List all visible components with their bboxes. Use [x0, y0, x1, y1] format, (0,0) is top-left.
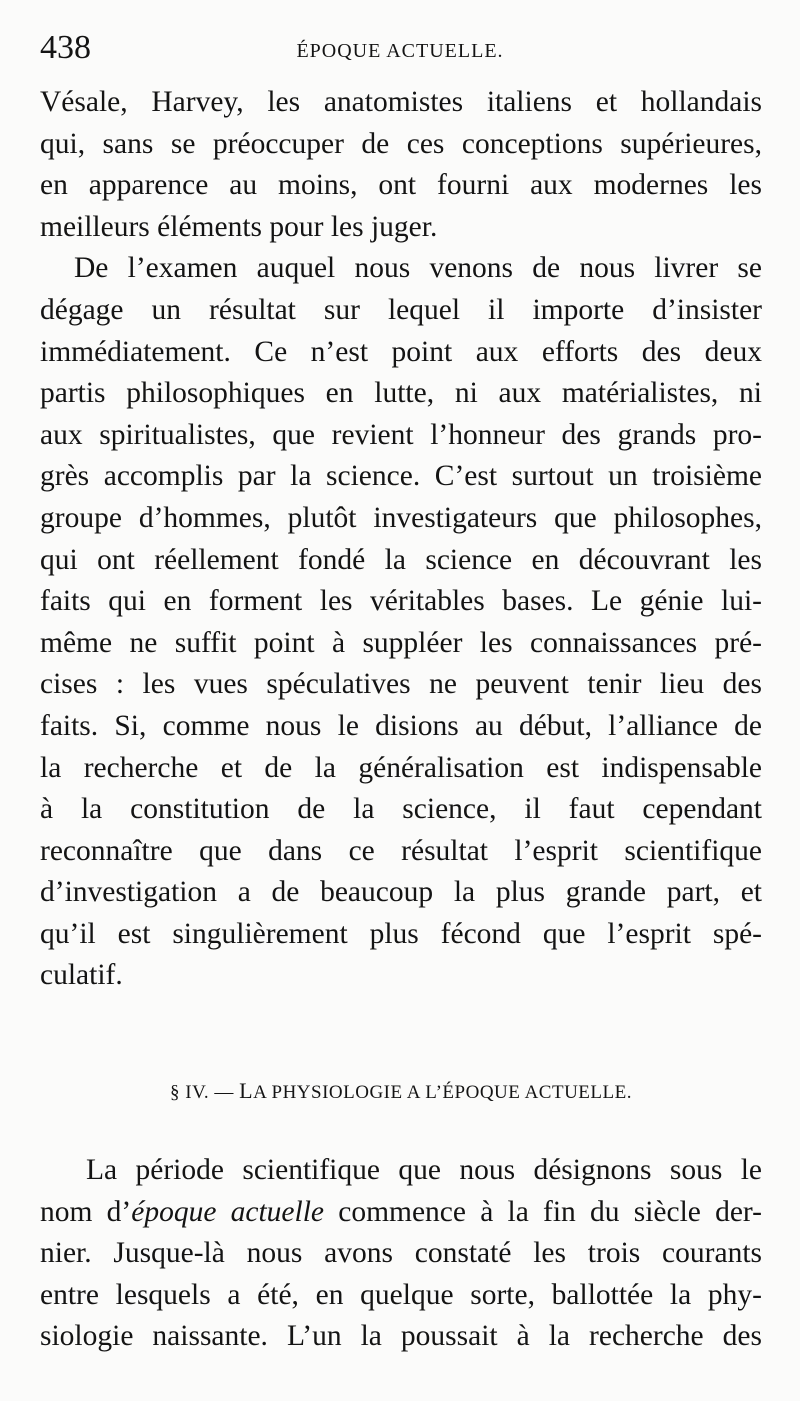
text-line: même ne suffit point à suppléer les connaissances pré- — [40, 626, 762, 659]
section-title-initial: L — [239, 1078, 254, 1103]
section-title: A PHYSIOLOGIE A L’ÉPOQUE ACTUELLE. — [253, 1082, 632, 1103]
text-line: nier. Jusque-là nous avons constaté les trois courants — [40, 1237, 762, 1270]
main-text — [40, 82, 762, 997]
text-fragment: nom d’ — [40, 1195, 132, 1228]
text-line: reconnaître que dans ce résultat l’esprit scientifique — [40, 834, 762, 867]
text-fragment: commence à la fin du siècle der- — [324, 1195, 762, 1228]
section-text — [40, 1150, 762, 1358]
text-line: siologie naissante. L’un la poussait à la recherche des — [40, 1320, 762, 1353]
text-line: De l’examen auquel nous venons de nous livrer se — [74, 252, 762, 285]
text-line: entre lesquels a été, en quelque sorte, ballottée la phy- — [40, 1278, 762, 1311]
text-line: immédiatement. Ce n’est point aux efforts des deux — [40, 335, 762, 368]
text-line: qui ont réellement fondé la science en découvrant les — [40, 543, 762, 576]
text-line: en apparence au moins, ont fourni aux modernes les — [40, 169, 762, 202]
section-heading — [40, 1078, 762, 1104]
text-line: culatif. — [40, 959, 123, 992]
text-line: à la constitution de la science, il faut cependant — [40, 793, 762, 826]
text-line: faits. Si, comme nous le disions au début, l’alliance de — [40, 709, 762, 742]
text-line: qui, sans se préoccuper de ces conceptions supérieures, — [40, 127, 762, 160]
text-line: partis philosophiques en lutte, ni aux matérialistes, ni — [40, 377, 762, 410]
italic-term: époque actuelle — [131, 1195, 325, 1228]
text-line: meilleurs éléments pour les juger. — [40, 210, 438, 243]
text-line: la recherche et de la généralisation est indispensable — [40, 751, 762, 784]
section-dash: — — [214, 1082, 234, 1103]
text-line: dégage un résultat sur lequel il importe d’insister — [40, 293, 762, 326]
text-line: groupe d’hommes, plutôt investigateurs que philosophes, — [40, 501, 762, 534]
text-line: aux spiritualistes, que revient l’honneur des grands pro- — [40, 418, 762, 451]
text-line: grès accomplis par la science. C’est surtout un troisième — [40, 460, 762, 493]
page-number: 438 — [40, 29, 91, 66]
text-line: cises : les vues spéculatives ne peuvent tenir lieu des — [40, 668, 762, 701]
text-line: d’investigation a de beaucoup la plus grande part, et — [40, 876, 762, 909]
section-number: § IV. — [170, 1082, 210, 1103]
text-line — [40, 1192, 762, 1234]
page-header — [40, 26, 760, 70]
text-line: La période scientifique que nous désignons sous le — [86, 1154, 762, 1186]
text-line: Vésale, Harvey, les anatomistes italiens et hollandais — [40, 86, 762, 118]
text-line: qu’il est singulièrement plus fécond que l’esprit spé- — [40, 917, 762, 950]
running-title: ÉPOQUE ACTUELLE. — [296, 40, 504, 62]
text-line: faits qui en forment les véritables bases. Le génie lui- — [40, 585, 762, 618]
